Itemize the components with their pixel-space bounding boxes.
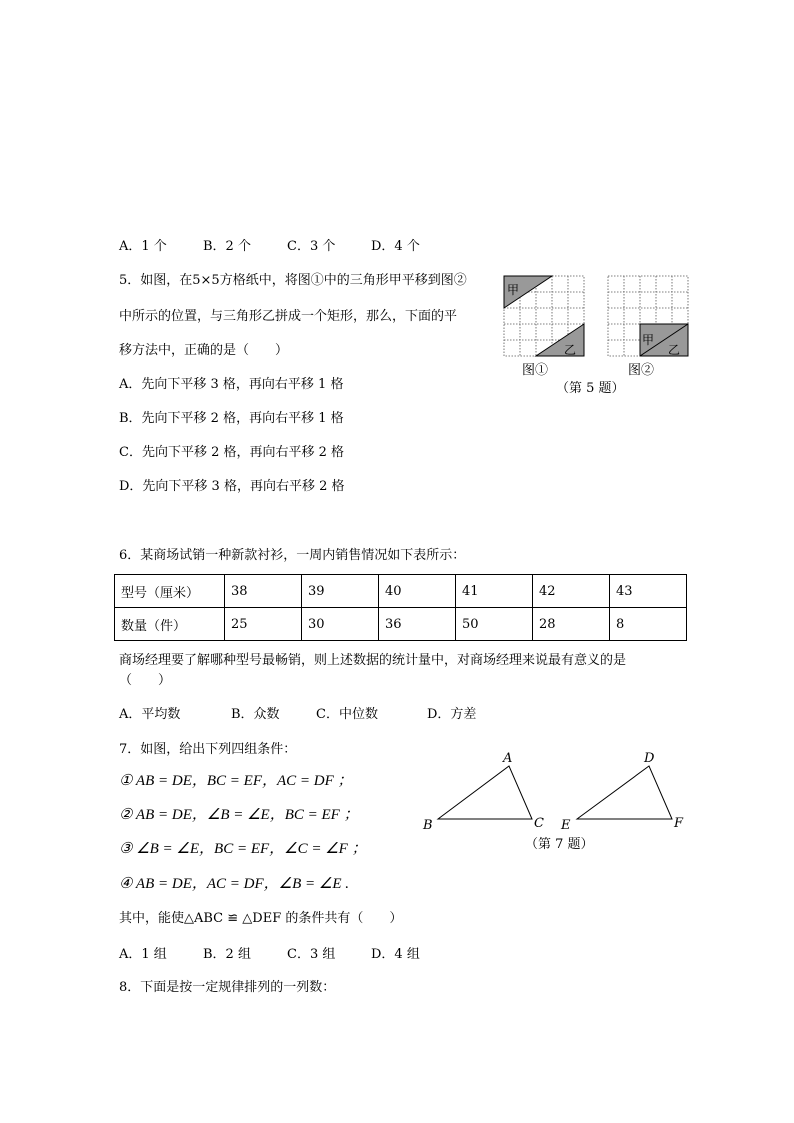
caption-fig2: 图② bbox=[628, 363, 655, 378]
q4-option-b: B．2 个 bbox=[203, 239, 251, 254]
q7-option-d: D．4 组 bbox=[371, 947, 420, 962]
q4-option-a: A．1 个 bbox=[119, 239, 167, 254]
table-cell: 8 bbox=[610, 608, 687, 641]
label-d: D bbox=[644, 751, 655, 766]
q5-stem-line3: 移方法中，正确的是（ ） bbox=[119, 343, 289, 358]
q6-question-line2: （ ） bbox=[119, 673, 172, 688]
table-cell: 50 bbox=[456, 608, 533, 641]
q7-option-a: A．1 组 bbox=[119, 947, 167, 962]
q7-option-b: B．2 组 bbox=[203, 947, 251, 962]
q4-option-c: C．3 个 bbox=[287, 239, 336, 254]
triangle-def bbox=[577, 766, 672, 819]
label-yi-fig2: 乙 bbox=[668, 343, 681, 357]
q5-stem-line2: 中所示的位置，与三角形乙拼成一个矩形，那么，下面的平 bbox=[119, 309, 458, 324]
label-b: B bbox=[423, 818, 433, 833]
q5-option-b: B．先向下平移 2 格，再向右平移 1 格 bbox=[119, 411, 344, 426]
q6-option-d: D．方差 bbox=[427, 707, 477, 722]
sales-table bbox=[114, 574, 687, 641]
q5-option-c: C．先向下平移 2 格，再向右平移 2 格 bbox=[119, 445, 345, 460]
table-cell: 42 bbox=[533, 575, 610, 608]
q6-option-a: A．平均数 bbox=[119, 707, 181, 722]
triangle-abc bbox=[438, 766, 532, 819]
q7-option-c: C．3 组 bbox=[287, 947, 336, 962]
q5-figure bbox=[500, 272, 700, 402]
q5-figure-caption: （第 5 题） bbox=[556, 381, 625, 396]
q6-question-line1: 商场经理要了解哪种型号最畅销，则上述数据的统计量中，对商场经理来说最有意义的是 bbox=[119, 653, 627, 668]
q7-question: 其中，能使△ABC ≌ △DEF 的条件共有（ ） bbox=[119, 911, 403, 926]
table-cell: 41 bbox=[456, 575, 533, 608]
table-cell: 36 bbox=[379, 608, 456, 641]
q5-stem-line1: 5．如图，在5×5方格纸中，将图①中的三角形甲平移到图② bbox=[119, 273, 467, 288]
table-cell: 43 bbox=[610, 575, 687, 608]
table-cell: 39 bbox=[302, 575, 379, 608]
table-row bbox=[115, 575, 687, 608]
caption-fig1: 图① bbox=[522, 363, 549, 378]
table-cell: 28 bbox=[533, 608, 610, 641]
q6-stem: 6．某商场试销一种新款衬衫，一周内销售情况如下表所示： bbox=[119, 548, 466, 563]
q5-option-a: A．先向下平移 3 格，再向右平移 1 格 bbox=[119, 377, 344, 392]
q7-condition-2: ② AB = DE，∠B = ∠E，BC = EF ； bbox=[119, 807, 359, 823]
label-jia-fig1: 甲 bbox=[507, 283, 520, 297]
table-cell: 38 bbox=[225, 575, 302, 608]
label-c: C bbox=[534, 816, 544, 831]
table-cell: 25 bbox=[225, 608, 302, 641]
label-jia-fig2: 甲 bbox=[642, 333, 655, 347]
label-yi-fig1: 乙 bbox=[564, 343, 577, 357]
q7-condition-1: ① AB = DE，BC = EF，AC = DF ； bbox=[119, 773, 353, 789]
q4-option-d: D．4 个 bbox=[371, 239, 420, 254]
table-header-cell: 数量（件） bbox=[115, 608, 225, 641]
q5-option-d: D．先向下平移 3 格，再向右平移 2 格 bbox=[119, 479, 345, 494]
q7-figure bbox=[415, 745, 695, 855]
q6-option-b: B．众数 bbox=[231, 707, 280, 722]
table-row bbox=[115, 608, 687, 641]
q6-option-c: C．中位数 bbox=[316, 707, 378, 722]
label-e: E bbox=[561, 818, 571, 833]
q7-stem: 7．如图，给出下列四组条件： bbox=[119, 742, 297, 757]
q7-figure-caption: （第 7 题） bbox=[525, 837, 594, 852]
q7-condition-4: ④ AB = DE，AC = DF，∠B = ∠E . bbox=[119, 876, 349, 892]
table-cell: 30 bbox=[302, 608, 379, 641]
label-f: F bbox=[674, 816, 684, 831]
label-a: A bbox=[503, 751, 513, 766]
q8-stem: 8．下面是按一定规律排列的一列数： bbox=[119, 980, 336, 995]
table-cell: 40 bbox=[379, 575, 456, 608]
table-header-cell: 型号（厘米） bbox=[115, 575, 225, 608]
q7-condition-3: ③ ∠B = ∠E，BC = EF，∠C = ∠F ； bbox=[119, 841, 367, 857]
